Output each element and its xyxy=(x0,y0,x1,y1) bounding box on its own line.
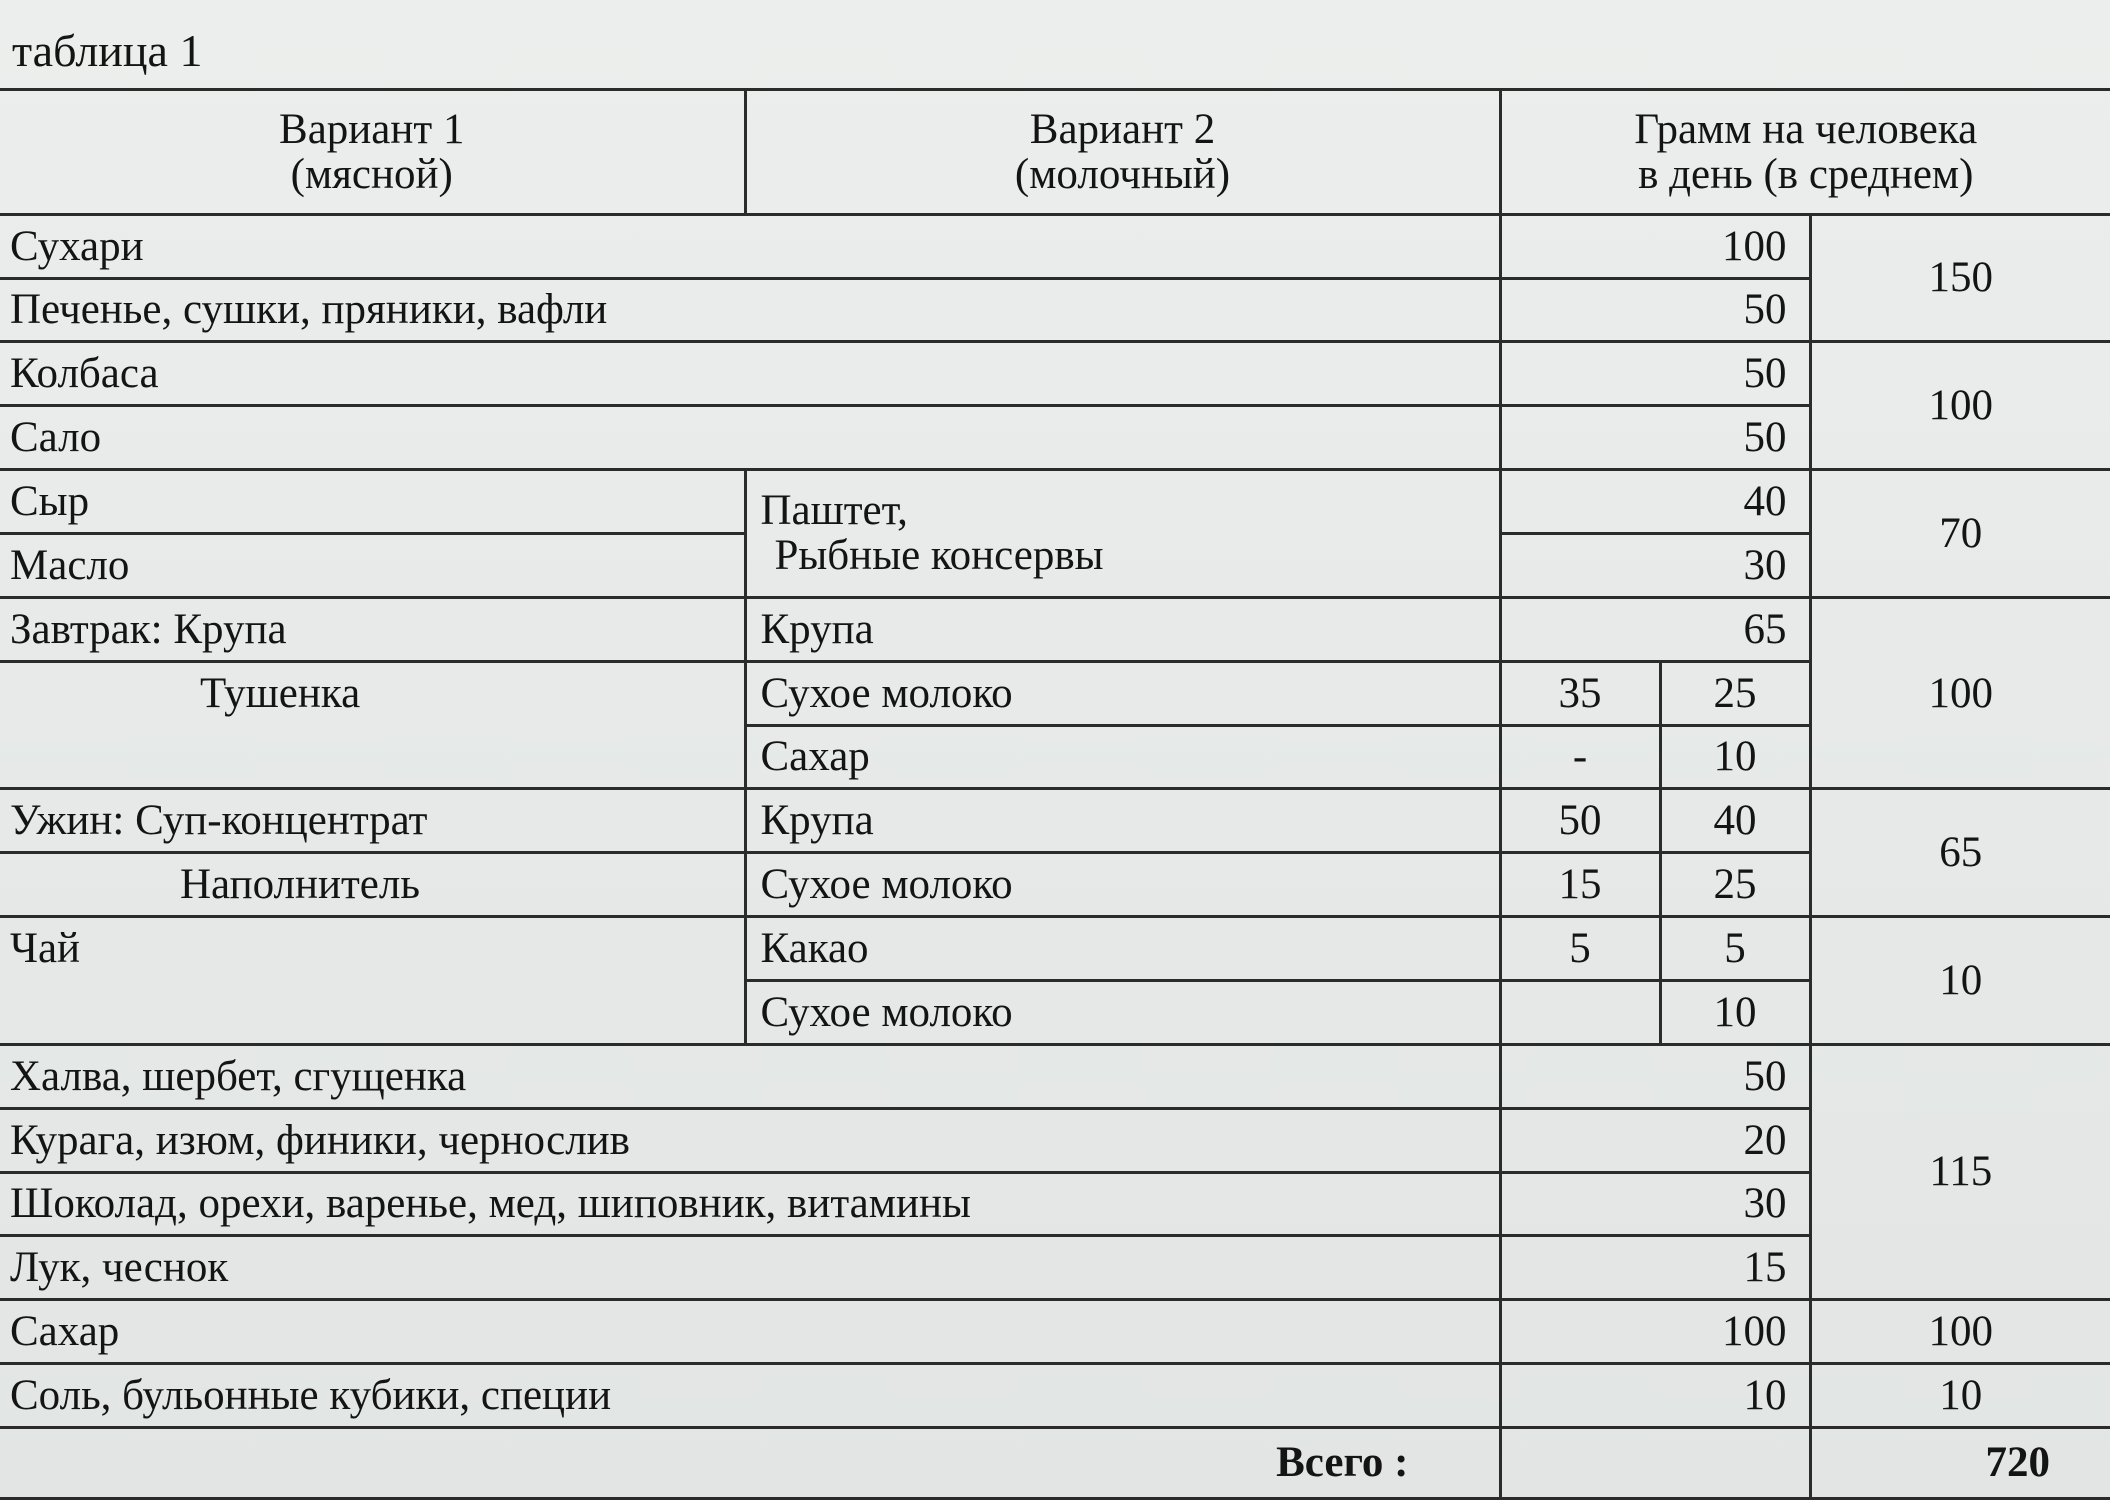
grams-variant-1 xyxy=(1500,980,1660,1044)
variant-2-cell: Сахар xyxy=(745,725,1500,789)
table-row xyxy=(0,278,2110,342)
row-name: Печенье, сушки, пряники, вафли xyxy=(0,278,1500,342)
variant-2-cell: Сухое молоко xyxy=(745,661,1500,725)
row-name: Колбаса xyxy=(0,342,1500,406)
row-name: Соль, бульонные кубики, специи xyxy=(0,1364,1500,1428)
group-total: 100 xyxy=(1810,342,2110,470)
grams-variant-1: 5 xyxy=(1500,917,1660,981)
table-row xyxy=(0,789,2110,853)
header-variant-1: Вариант 1 (мясной) xyxy=(0,90,745,215)
variant-1-cell: Наполнитель xyxy=(0,853,745,917)
row-name: Халва, шербет, сгущенка xyxy=(0,1044,1500,1108)
table-row xyxy=(0,597,2110,661)
header-grams: Грамм на человека в день (в среднем) xyxy=(1500,90,2110,215)
row-grams: 50 xyxy=(1500,278,1810,342)
header-variant-2: Вариант 2 (молочный) xyxy=(745,90,1500,215)
table-row xyxy=(0,1364,2110,1428)
total-label: Всего : xyxy=(0,1428,1500,1499)
table-row xyxy=(0,661,2110,725)
grams-variant-2: 10 xyxy=(1660,725,1810,789)
group-total: 100 xyxy=(1810,1300,2110,1364)
table-caption: таблица 1 xyxy=(12,25,203,76)
grams-variant-1: - xyxy=(1500,725,1660,789)
row-name: Шоколад, орехи, варенье, мед, шиповник, витамины xyxy=(0,1172,1500,1236)
row-grams: 50 xyxy=(1500,406,1810,470)
variant-2-cell: Крупа xyxy=(745,597,1500,661)
variant-1-cell: Масло xyxy=(0,533,745,597)
row-grams: 30 xyxy=(1500,1172,1810,1236)
row-name: Лук, чеснок xyxy=(0,1236,1500,1300)
row-grams: 30 xyxy=(1500,533,1810,597)
total-empty-cell xyxy=(1500,1428,1810,1499)
group-total: 150 xyxy=(1810,214,2110,342)
table-header-row xyxy=(0,90,2110,215)
grams-variant-2: 10 xyxy=(1660,980,1810,1044)
row-name: Сахар xyxy=(0,1300,1500,1364)
row-grams: 20 xyxy=(1500,1108,1810,1172)
row-grams: 50 xyxy=(1500,1044,1810,1108)
table-row xyxy=(0,342,2110,406)
total-row xyxy=(0,1428,2110,1499)
row-grams: 15 xyxy=(1500,1236,1810,1300)
variant-1-cell: Тушенка xyxy=(0,661,745,789)
variant-2-cell: Какао xyxy=(745,917,1500,981)
table-row xyxy=(0,214,2110,278)
variant-2-cell: Сухое молоко xyxy=(745,853,1500,917)
grams-variant-2: 25 xyxy=(1660,661,1810,725)
table-row xyxy=(0,406,2110,470)
table-row xyxy=(0,1108,2110,1172)
table-row xyxy=(0,1300,2110,1364)
row-name: Сухари xyxy=(0,214,1500,278)
variant-2-cell: Паштет, Рыбные консервы xyxy=(745,470,1500,598)
variant-1-cell: Сыр xyxy=(0,470,745,534)
table-row xyxy=(0,1236,2110,1300)
variant-1-cell: Чай xyxy=(0,917,745,1045)
row-grams: 40 xyxy=(1500,470,1810,534)
grams-variant-2: 5 xyxy=(1660,917,1810,981)
group-total: 10 xyxy=(1810,1364,2110,1428)
grams-variant-2: 40 xyxy=(1660,789,1810,853)
variant-1-cell: Ужин: Суп-концентрат xyxy=(0,789,745,853)
ration-table xyxy=(0,88,2110,1500)
grams-variant-1: 50 xyxy=(1500,789,1660,853)
group-total: 10 xyxy=(1810,917,2110,1045)
group-total: 65 xyxy=(1810,789,2110,917)
row-name: Сало xyxy=(0,406,1500,470)
row-grams: 50 xyxy=(1500,342,1810,406)
grams-variant-1: 15 xyxy=(1500,853,1660,917)
grams-variant-1: 35 xyxy=(1500,661,1660,725)
variant-2-cell: Крупа xyxy=(745,789,1500,853)
row-grams: 65 xyxy=(1500,597,1810,661)
row-grams: 10 xyxy=(1500,1364,1810,1428)
variant-2-cell: Сухое молоко xyxy=(745,980,1500,1044)
grams-variant-2: 25 xyxy=(1660,853,1810,917)
group-total: 115 xyxy=(1810,1044,2110,1299)
table-row xyxy=(0,1044,2110,1108)
table-row xyxy=(0,470,2110,534)
total-value: 720 xyxy=(1810,1428,2110,1499)
group-total: 100 xyxy=(1810,597,2110,789)
row-grams: 100 xyxy=(1500,1300,1810,1364)
row-name: Курага, изюм, финики, чернослив xyxy=(0,1108,1500,1172)
row-grams: 100 xyxy=(1500,214,1810,278)
table-row xyxy=(0,917,2110,981)
table-row xyxy=(0,853,2110,917)
group-total: 70 xyxy=(1810,470,2110,598)
variant-1-cell: Завтрак: Крупа xyxy=(0,597,745,661)
table-row xyxy=(0,1172,2110,1236)
